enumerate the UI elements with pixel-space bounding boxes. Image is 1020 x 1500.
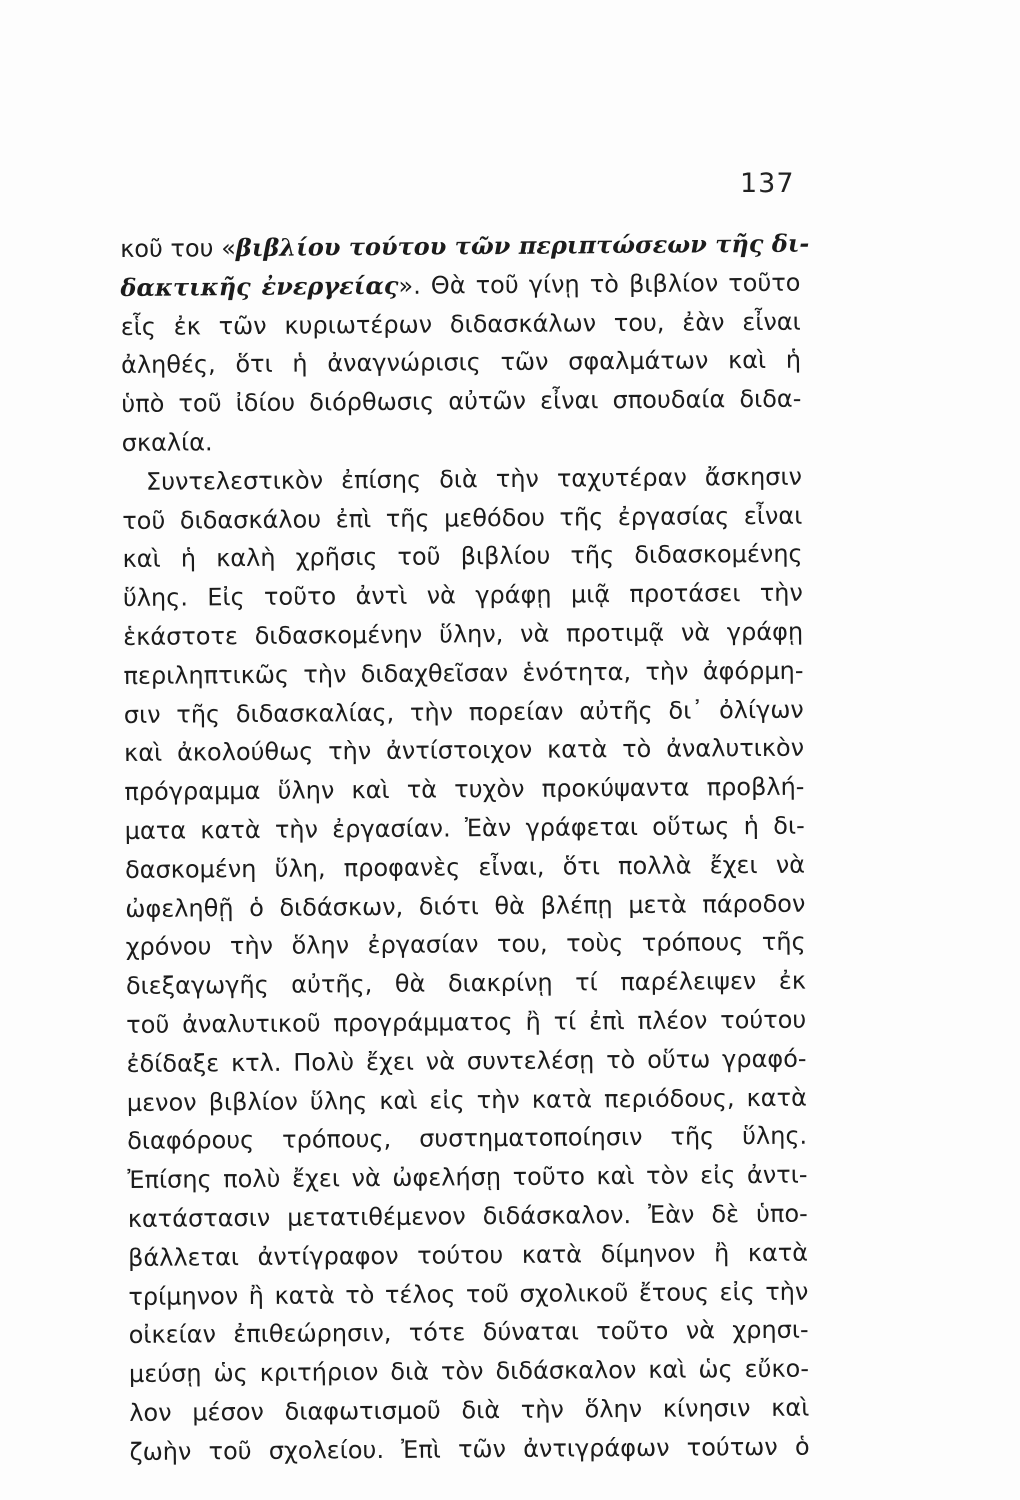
text-line-2: δακτικῆς ἐνεργείας». Θὰ τοῦ γίνῃ τὸ βιβλίον τοῦτο bbox=[120, 268, 801, 302]
text-line-13: σιν τῆς διδασκαλίας, τὴν πορείαν αὐτῆς δι᾽ ὀλίγων bbox=[123, 695, 804, 729]
text-line-12: περιληπτικῶς τὴν διδαχθεῖσαν ἑνότητα, τὴν ἀφόρμη- bbox=[123, 656, 804, 690]
text-line-23: μενον βιβλίον ὕλης καὶ εἰς τὴν κατὰ περιόδους, κατὰ bbox=[126, 1083, 807, 1117]
text-line-15: πρόγραμμα ὕλην καὶ τὰ τυχὸν προκύψαντα προβλή- bbox=[124, 772, 805, 807]
text-line-16: ματα κατὰ τὴν ἐργασίαν. Ἐὰν γράφεται οὕτως ἡ δι- bbox=[124, 811, 805, 845]
text-line-4: ἀληθές, ὅτι ἡ ἀναγνώρισις τῶν σφαλμάτων καὶ ἡ bbox=[120, 346, 802, 380]
text-line-29: οἰκείαν ἐπιθεώρησιν, τότε δύναται τοῦτο νὰ χρησι- bbox=[128, 1315, 809, 1350]
text-line-26: κατάστασιν μετατιθέμενον διδάσκαλον. Ἐὰν δὲ ὑπο- bbox=[127, 1199, 808, 1233]
body-text bbox=[120, 225, 810, 1472]
text-line-10: ὕλης. Εἰς τοῦτο ἀντὶ νὰ γράφῃ μιᾷ προτάσει τὴν bbox=[122, 578, 803, 613]
text-line-24: διαφόρους τρόπους, συστηματοποίησιν τῆς ὕλης. bbox=[127, 1121, 808, 1156]
text-line-14: καὶ ἀκολούθως τὴν ἀντίστοιχον κατὰ τὸ ἀναλυτικὸν bbox=[124, 734, 805, 768]
text-line-9: καὶ ἡ καλὴ χρῆσις τοῦ βιβλίου τῆς διδασκομένης bbox=[122, 540, 803, 574]
text-line-25: Ἐπίσης πολὺ ἔχει νὰ ὠφελήσῃ τοῦτο καὶ τὸν εἰς ἀντι- bbox=[127, 1160, 808, 1195]
book-title-italic: βιβλίου τούτου τῶν περιπτώσεων τῆς δι- bbox=[235, 228, 810, 263]
text-line-19: χρόνου τὴν ὅλην ἐργασίαν του, τοὺς τρόπους τῆς bbox=[125, 927, 806, 962]
text-line-18: ὠφεληθῇ ὁ διδάσκων, διότι θὰ βλέπῃ μετὰ πάροδον bbox=[125, 889, 806, 923]
text-line-6: σκαλία. bbox=[121, 428, 213, 457]
text-line-28: τρίμηνον ἢ κατὰ τὸ τέλος τοῦ σχολικοῦ ἔτους εἰς τὴν bbox=[128, 1277, 809, 1311]
text-line-21: τοῦ ἀναλυτικοῦ προγράμματος ἢ τί ἐπὶ πλέον τούτου bbox=[126, 1005, 807, 1039]
text-line-1: κοῦ του «βιβλίου τούτου τῶν περιπτώσεων τῆς δι- bbox=[120, 228, 810, 263]
book-title-italic-cont: δακτικῆς ἐνεργείας bbox=[120, 270, 399, 302]
text-line-8: τοῦ διδασκάλου ἐπὶ τῆς μεθόδου τῆς ἐργασίας εἶναι bbox=[122, 501, 803, 535]
text-line-5: ὑπὸ τοῦ ἰδίου διόρθωσις αὐτῶν εἶναι σπουδαία διδα- bbox=[121, 384, 802, 419]
paragraph-start: Συντελεστικὸν ἐπίσης διὰ τὴν ταχυτέραν ἄσκησιν bbox=[145, 462, 803, 496]
text-line-20: διεξαγωγῆς αὐτῆς, θὰ διακρίνῃ τί παρέλειψεν ἐκ bbox=[125, 966, 807, 1001]
text-line-32: ζωὴν τοῦ σχολείου. Ἐπὶ τῶν ἀντιγράφων τούτων ὁ bbox=[129, 1432, 810, 1466]
page-number: 137 bbox=[740, 168, 795, 199]
text-line-31: λον μέσον διαφωτισμοῦ διὰ τὴν ὅλην κίνησιν καὶ bbox=[129, 1393, 810, 1427]
text-line-30: μεύσῃ ὡς κριτήριον διὰ τὸν διδάσκαλον καὶ ὡς εὔκο- bbox=[128, 1354, 810, 1389]
text-line-22: ἐδίδαξε κτλ. Πολὺ ἔχει νὰ συντελέσῃ τὸ οὕτω γραφό- bbox=[126, 1044, 807, 1078]
text-line-27: βάλλεται ἀντίγραφον τούτου κατὰ δίμηνον ἢ κατὰ bbox=[127, 1238, 809, 1272]
text-line-17: δασκομένη ὕλη, προφανὲς εἶναι, ὅτι πολλὰ ἔχει νὰ bbox=[124, 850, 806, 884]
text-line-11: ἑκάστοτε διδασκομένην ὕλην, νὰ προτιμᾷ νὰ γράφῃ bbox=[123, 617, 804, 651]
text-line-3: εἷς ἐκ τῶν κυριωτέρων διδασκάλων του, ἐὰν εἶναι bbox=[120, 307, 801, 341]
